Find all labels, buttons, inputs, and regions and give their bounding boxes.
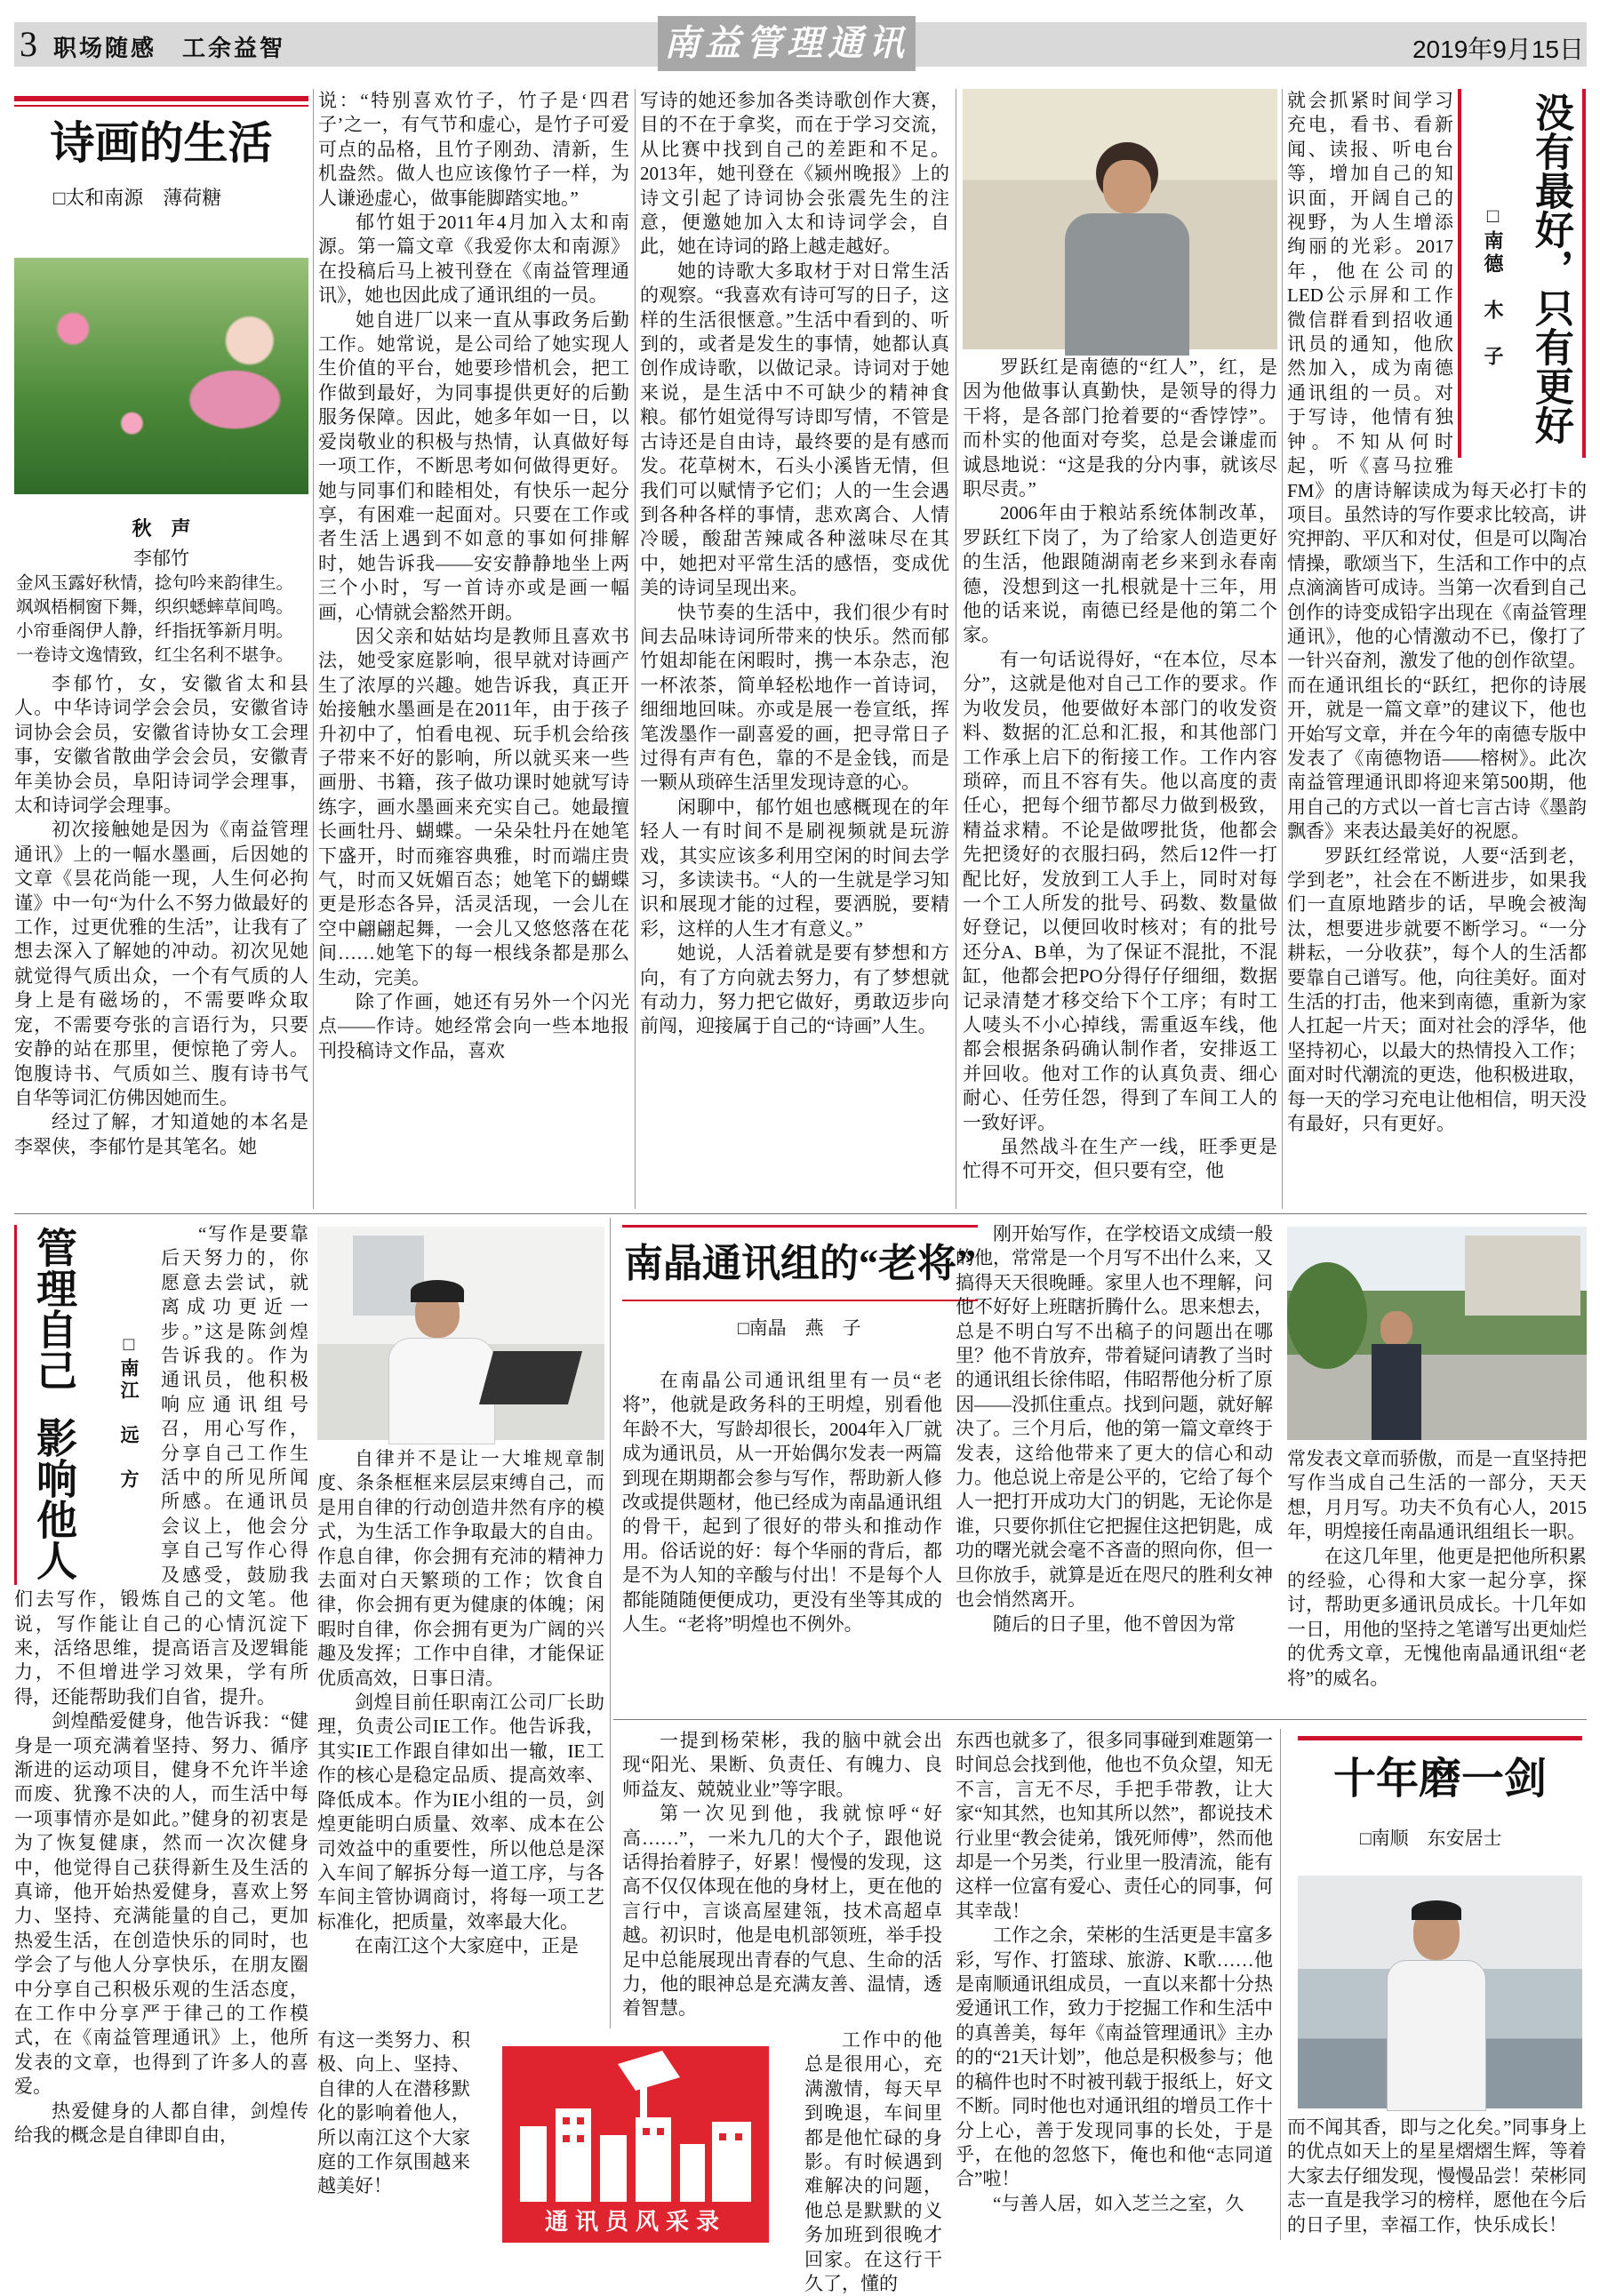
poem-author: 李郁竹 [133, 548, 189, 569]
paragraph: 2006年由于粮站系统体制改革，罗跃红下岗了，为了给家人创造更好的生活，他跟随湖南老乡来到永春南德，没想到这一扎根就是十三年，用他的话来说，南德已经是他的第二个家。 [963, 502, 1277, 646]
paragraph: 刚开始写作，在学校语文成绩一般的他，常常是一个月写不出什么来，又搞得天天很晚睡。家里人也不理解，问他不好好上班瞎折腾什么。思来想去，总是不明白写不出稿子的问题出在哪里？他不肯放弃，带着疑问请教了当时的通讯组长徐伟昭，伟昭帮他分析了原因——没抓住重点。找到问题，就好解决了。三个月后，他的第一篇文章终于发表，这给他带来了更大的信心和动力。他总说上帝是公平的，它给了每个人一把打开成功大门的钥匙，无论你是谁，只要你抓住它把握住这把钥匙，成功的曙光就会毫不吝啬的照向你，但一旦你放手，就算是近在咫尺的胜利女神也会悄然离开。 [956, 1223, 1273, 1611]
paragraph: 一提到杨荣彬，我的脑中就会出现“阳光、果断、负责任、有魄力、良师益友、兢兢业业”等字眼。 [622, 1730, 942, 1800]
article-column [963, 356, 1277, 1209]
photo-man-in-factory [1298, 1876, 1582, 2108]
correspondent-showcase-logo [480, 2028, 796, 2246]
paragraph: 李郁竹，女，安徽省太和县人。中华诗词学会会员，安徽省诗词协会会员，安徽省诗协女工会理事，安徽省散曲学会会员，安徽青年美协会员，阜阳诗词学会理事，太和诗词学会理事。 [14, 673, 308, 817]
poem-line: 金风玉露好秋情，捻句吟来韵律生。 [16, 572, 294, 593]
article-column [14, 672, 308, 1209]
section-divider [14, 1213, 1587, 1214]
paragraph: 在南晶公司通讯组里有一员“老将”，他就是政务科的王明煌，别看他年龄不大，写龄却很长，2004年入厂就成为通讯员，从一开始偶尔发表一两篇到现在期期都会参与写作，帮助新人修改或提供题材，他已经成为南晶通讯组的骨干，起到了很好的带头和推动作用。俗话说的好：每个华丽的背后，都是不为人知的辛酸与付出！不是每个人都能随随便便成功，更没有坐等其成的人生。“老将”明煌也不例外。 [622, 1370, 942, 1636]
article-column [14, 1222, 308, 2244]
paragraph: 在南江这个大家庭中，正是 [355, 1935, 579, 1957]
title-rule [622, 1225, 978, 1228]
poem-body [16, 571, 310, 667]
title-rule [622, 1300, 978, 1301]
paragraph: 虽然战斗在生产一线，旺季更是忙得不可开交，但只要有空，他 [963, 1136, 1277, 1182]
section-divider [613, 1719, 1587, 1720]
column-divider [313, 89, 314, 1209]
article-column [622, 1369, 942, 1717]
paragraph: 常发表文章而骄傲，而是一直坚持把写作当成自己生活的一部分，天天想，月月写。功夫不负有心人，2015年，明煌接任南晶通讯组组长一职。 [1287, 1448, 1587, 1543]
paragraph: 有这一类努力、积极、向上、坚持、自律的人在潜移默化的影响着他人，所以南江这个大家庭的工作氛围越来越美好！ [317, 2029, 470, 2197]
lamp-and-buildings-icon [484, 2028, 791, 2202]
paragraph: 写诗的她还参加各类诗歌创作大赛，目的不在于拿奖，而在于学习交流，从比赛中找到自己的差距和不足。2013年，她刊登在《颍州晚报》上的诗文引起了诗词协会张震先生的注意，便邀她加入太和诗词学会，自此，她在诗词的路上越走越好。 [640, 90, 949, 258]
article-column [956, 1729, 1273, 2244]
paragraph: 罗跃红经常说，人要“活到老，学到老”，社会在不断进步，如果我们一直原地踏步的话，早晚会被淘汰，想要进步就要不断学习。“一分耕耘，一分收获”，每个人的生活都要靠自己谱写。他，向往美好。面对生活的打击，他来到南德，重新为家人扛起一片天；面对社会的浮华，他坚持初心，以最大的热情投入工作；面对时代潮流的更迭，他积极进取，每一天的学习充电让他相信，明天没有最好，只有更好。 [1287, 844, 1587, 1135]
issue-date: 2019年9月15日 [1412, 36, 1584, 63]
paragraph: 在这几年里，他更是把他所积累的经验，心得和大家一起分享，探讨，帮助更多通讯员成长。十几年如一日，用他的坚持之笔谱写出更灿烂的优秀文章，无愧他南晶通讯组“老将”的威名。 [1287, 1545, 1587, 1689]
paragraph: 就会抓紧时间学习充电，看书、看新闻、读报、听电台等，增加自己的知识面，开阔自己的视野，为人生增添绚丽的光彩。2017年，他在公司的LED公示屏和工作微信群看到招收通讯员的通知，他欣然加入，成为南德通讯组的一员。对于写诗，他情有独钟。不知从何时起，听《喜马拉雅FM》的唐诗解读成为每天必打卡的项目。虽然诗的写作要求比较高，讲究押韵、平仄和对仗，但是可以陶冶情操，歌颂当下，生活和工作中的点点滴滴皆可成诗。当第一次看到自己创作的诗变成铅字出现在《南益管理通讯》，他的心情激动不已，像打了一针兴奋剂，激发了他的创作欲望。而在通讯组长的“跃红，把你的诗展开，就是一篇文章”的建议下，他也开始写文章，并在今年的南德专版中发表了《南德物语——榕树》。此次南益管理通讯即将迎来第500期，他用自己的方式以一首七言古诗《墨韵飘香》来表达最美好的祝愿。 [1287, 90, 1587, 843]
article-column [317, 2028, 470, 2242]
paragraph: 东西也就多了，很多同事碰到难题第一时间总会找到他，他也不负众望，知无不言，言无不尽，手把手带教，让大家“知其然，也知其所以然”，都说技术行业里“教会徒弟，饿死师傅”，然而他却是一个另类，行业里一股清流，能有这样一位富有爱心、责任心的同事，何其幸哉！ [956, 1730, 1273, 1922]
article-title: 南晶通讯组的“老将” [624, 1242, 976, 1285]
poem-line: 一卷诗文逸情致，红尘名利不堪争。 [16, 644, 294, 665]
title-rule [1298, 1736, 1582, 1740]
title-line: 管理自己 [31, 1227, 76, 1390]
paragraph: 随后的日子里，他不曾因为常 [993, 1612, 1236, 1635]
paragraph: 罗跃红是南德的“红人”，红，是因为他做事认真勤快，是领导的得力干将，是各部门抢着要的“香饽饽”。而朴实的他面对夸奖，总是会谦虚而诚恳地说：“这是我的分内事，就该尽职尽责。” [963, 356, 1277, 500]
masthead: 南益管理通讯 [658, 16, 916, 71]
article-title: 诗画的生活 [50, 118, 273, 168]
paragraph: 剑煌目前任职南江公司厂长助理，负责公司IE工作。他告诉我，其实IE工作跟自律如出一辙，IE工作的核心是稳定品质、提高效率、降低成本。作为IE小组的一员，剑煌更能明白质量、效率、成本在公司效益中的重要性，所以他总是深入车间了解拆分每一道工序，与各车间主管协调商讨，将每一项工艺标准化，把质量，效率最大化。 [317, 1692, 604, 1932]
article-column [1287, 1447, 1587, 1717]
paragraph: 郁竹姐于2011年4月加入太和南源。第一篇文章《我爱你太和南源》在投稿后马上被刊登在《南益管理通讯》，她也因此成了通讯组的一员。 [318, 212, 629, 307]
title-rule [14, 96, 308, 101]
byline: □南德 木 子 [1482, 204, 1504, 369]
photo-woman-in-lotus-field [14, 258, 308, 494]
photo-man-before-calligraphy-wall [963, 89, 1277, 349]
page-number: 3 [20, 24, 37, 64]
column-divider [1280, 1729, 1281, 2240]
paragraph: 而不闻其香，即与之化矣。”同事身上的优点如天上的星星熠熠生辉，等着大家去仔细发现，慢慢品尝！荣彬同志一直是我学习的榜样，愿他在今后的日子里，幸福工作，快乐成长！ [1287, 2116, 1587, 2236]
paragraph: 有一句话说得好，“在本位，尽本分”，这就是他对自己工作的要求。作为收发员，他要做好本部门的收发资料、数据的汇总和汇报，和其他部门工作承上启下的衔接工作。工作内容琐碎，而且不容有失。他以高度的责任心，把每个细节都尽力做到极致，精益求精。不论是做啰批货，他都会先把烫好的衣服扫码，然后12件一打配比好，发放到工人手上，同时对每一个工人所发的批号、码数、数量做好登记，以便回收时核对；有的批号还分A、B单，为了保证不混批，不混缸，他都会把PO分得仔仔细细，数据记录清楚才移交给下个工序；有时工人唛头不小心掉线，需重返车线，他都会根据条码确认制作者，安排返工并回收。他对工作的认真负责、细心耐心、任劳任怨，得到了车间工人的一致好评。 [963, 648, 1277, 1133]
title-rule [1582, 89, 1586, 458]
paragraph: 工作中的他总是很用心，充满激情，每天早到晚退，车间里都是他忙碌的身影。有时候遇到难解决的问题，他总是默默的义务加班到很晚才回家。在这行干久了，懂的 [804, 2029, 942, 2295]
logo-label: 通讯员风采录 [502, 2202, 769, 2243]
paragraph: 她自进厂以来一直从事政务后勤工作。她常说，是公司给了她实现人生价值的平台，她要珍惜机会，把工作做到最好，为同事提供更好的后勤服务保障。因此，她多年如一日，以爱岗敬业的积极与热情，认真做好每一项工作，不断思考如何做得更好。她与同事们和睦相处，有快乐一起分享，有困难一起面对。只要在工作或者生活上遇到不如意的事如何排解时，她告诉我——安安静静地坐上两三个小时，写一首诗亦或是画一幅画，心情就会豁然开朗。 [318, 308, 629, 623]
article-column [804, 2028, 942, 2295]
paragraph: 她的诗歌大多取材于对日常生活的观察。“我喜欢有诗可写的日子，这样的生活很惬意。”生活中看到的、听到的，或者是发生的事情，她都认真创作成诗歌，以做记录。诗词对于她来说，是生活中不可缺少的精神食粮。郁竹姐觉得写诗即写情，不管是古诗还是自由诗，最终要的是有感而发。花草树木，石头小溪皆无情，但我们可以赋情予它们；人的一生会遇到各种各样的事情，悲欢离合、人情冷暖，酸甜苦辣咸各种滋味尽在其中，她把对平常生活的感悟，变成优美的诗词呈现出来。 [640, 260, 949, 599]
title-rule [14, 105, 308, 107]
article-column [640, 89, 949, 1209]
article-title: 没有最好，只有更好 [1529, 92, 1572, 444]
paragraph: 工作之余，荣彬的生活更是丰富多彩，写作、打篮球、旅游、K歌……他是南顺通讯组成员，一直以来都十分热爱通讯工作，致力于挖掘工作和生活中的真善美，每年《南益管理通讯》主办的的“21天计划”，他总是积极参与；他的稿件也时不时被刊载于报纸上，好文不断。同时他也对通讯组的增员工作十分上心，善于发现同事的长处，于是乎，在他的忽悠下，俺也和他“志同道合”啦！ [956, 1924, 1273, 2190]
paragraph: 第一次见到他，我就惊呼“好高……”，一米九几的大个子，跟他说话得抬着脖子，好累！慢慢的发现，这高不仅仅体现在他的身材上，更在他的言行中，言谈高屋建瓴，技术高超卓越。初识时，他是电机部领班，举手投足中总能展现出青春的气息、生命的活力，他的眼神总是充满友善、温情，透着智慧。 [622, 1803, 942, 2020]
article-column [318, 89, 629, 1209]
poem-line: 飒飒梧桐窗下舞，织织蟋蟀草间鸣。 [16, 596, 294, 617]
paragraph: 除了作画，她还有另外一个闪光点——作诗。她经常会向一些本地报刊投稿诗文作品，喜欢 [318, 991, 629, 1061]
paragraph: 自律并不是让一大堆规章制度、条条框框来层层束缚自己，而是用自律的行动创造井然有序的模式，为生活工作争取最大的自由。作息自律，你会拥有充沛的精神力去面对白天繁琐的工作；饮食自律，你会拥有更为健康的体魄；闲暇时自律，你会拥有更为广阔的兴趣及发挥；工作中自律，才能保证优质高效，日事日清。 [317, 1448, 604, 1689]
photo-man-outdoors-campus [1287, 1227, 1587, 1440]
column-divider [1282, 89, 1283, 1209]
paragraph: 剑煌酷爱健身，他告诉我：“健身是一项充满着坚持、努力、循序渐进的运动项目，健身不允许半途而废、犹豫不决的人，而生活中每一项事情亦是如此。”健身的初衷是为了恢复健康，然而一次次健身中，他觉得自己获得新生及生活的真谛，他开始热爱健身，喜欢上努力、坚持、充满能量的自己，更加热爱生活，在创造快乐的同时，也学会了与他人分享快乐，在朋友圈中分享自己积极乐观的生活态度，在工作中分享严于律己的工作模式，在《南益管理通讯》上，他所发表的文章，也得到了许多人的喜爱。 [14, 1710, 308, 2098]
byline: □南江 远 方 [118, 1333, 140, 1492]
section-name: 职场随感 工余益智 [53, 36, 286, 61]
paragraph: 说：“特别喜欢竹子，竹子是‘四君子’之一，有气节和虚心，是竹子可爱可点的品格，且竹子刚劲、清新，生机盎然。做人也应该像竹子一样，为人谦逊虚心，做事能脚踏实地。” [318, 90, 629, 209]
paragraph: “与善人居，如入芝兰之室，久 [993, 2192, 1244, 2214]
poem-title: 秋 声 [132, 517, 191, 540]
paragraph: 她说，人活着就是要有梦想和方向，有了方向就去努力，有了梦想就有动力，努力把它做好，勇敢迈步向前闯，迎接属于自己的“诗画”人生。 [640, 942, 949, 1037]
title-line: 影响他人 [31, 1417, 76, 1580]
paragraph: 初次接触她是因为《南益管理通讯》上的一幅水墨画，后因她的文章《昙花尚能一现，人生何必拘谨》中一句“为什么不努力做最好的工作，过更优雅的生活”，让我有了想去深入了解她的冲动。初次见她就觉得气质出众，一个有气质的人身上是有磁场的，不需要哗众取宠，不需要夸张的言语行为，只要安静的站在那里，便惊艳了旁人。饱腹诗书、气质如兰、腹有诗书气自华等词汇仿佛因她而生。 [14, 819, 308, 1108]
article-title: 十年磨一剑 [1332, 1756, 1547, 1803]
article-column [317, 1447, 604, 2028]
paragraph: “写作是要靠后天努力的，你愿意去尝试，就离成功更近一步。”这是陈剑煌告诉我的。作为通讯员，他积极响应通讯组号召，用心写作，分享自己工作生活中的所见所闻所感。在通讯员会议上，他会分享自己写作心得及感受，鼓励我们去写作，锻炼自己的文笔。他说，写作能让自己的心情沉淀下来，活络思维，提高语言及逻辑能力，不但增进学习效果，学有所得，还能帮助我们自省，提升。 [14, 1223, 308, 1708]
article-column [622, 1729, 942, 2028]
paragraph: 因父亲和姑姑均是教师且喜欢书法，她受家庭影响，很早就对诗画产生了浓厚的兴趣。她告诉我，真正开始接触水墨画是在2011年，由于孩子升初中了，怕看电视、玩手机会给孩子带来不好的影响，所以就买来一些画册、书籍，孩子做功课时她就写诗练字，画水墨画来充实自己。她最擅长画牡丹、蝴蝶。一朵朵牡丹在她笔下盛开，时而雍容典雅，时而端庄贵气，时而又妩媚百态；她笔下的蝴蝶更是形态各异，活灵活现，一会儿在空中翩翩起舞，一会儿又悠悠落在花间……她笔下的每一根线条都是那么生动，完美。 [318, 625, 629, 988]
poem-line: 小帘垂阁伊人静，纤指抚筝新月明。 [16, 620, 294, 641]
photo-man-at-desk-with-laptop [317, 1227, 604, 1440]
paragraph: 经过了解，才知道她的本名是李翠侠，李郁竹是其笔名。她 [14, 1111, 308, 1157]
article-column [956, 1222, 1273, 1717]
byline: □南顺 东安居士 [1360, 1828, 1502, 1849]
byline: □南晶 燕 子 [738, 1317, 861, 1339]
paragraph: 快节奏的生活中，我们很少有时间去品味诗词所带来的快乐。然而郁竹姐却能在闲暇时，携一本杂志，泡一杯浓茶，简单轻松地作一首诗词，细细地回味。亦或是展一卷宣纸，挥笔泼墨作一副喜爱的画，把寻常日子过得有声有色，靠的不是金钱，而是一颗从琐碎生活里发现诗意的心。 [640, 601, 949, 794]
column-divider [635, 89, 636, 1209]
title-rule [1458, 89, 1461, 458]
article-column [1287, 2116, 1587, 2244]
title-spacer [14, 1222, 161, 1587]
byline: □太和南源 薄荷糖 [53, 187, 222, 209]
paragraph: 闲聊中，郁竹姐也感概现在的年轻人一有时间不是刷视频就是玩游戏，其实应该多利用空闲的时间去学习，多读读书。“人的一生就是学习知识和展现才能的过程，要洒脱，要精彩，这样的人生才有意义。” [640, 796, 949, 940]
paragraph: 热爱健身的人都自律，剑煌传给我的概念是自律即自由， [14, 2100, 308, 2147]
